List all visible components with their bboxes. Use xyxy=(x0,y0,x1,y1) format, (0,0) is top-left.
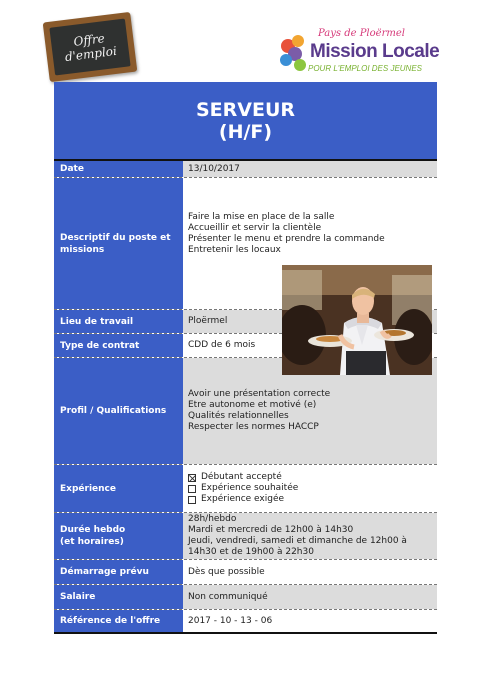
waiter-illustration xyxy=(282,265,432,375)
value-reference: 2017 - 10 - 13 - 06 xyxy=(183,610,437,632)
job-title-gender: (H/F) xyxy=(218,120,273,143)
profil-line: Qualités relationnelles xyxy=(188,411,289,421)
checkbox-empty-icon[interactable] xyxy=(188,496,196,504)
offre-emploi-badge xyxy=(43,12,138,82)
label-experience: Expérience xyxy=(54,465,183,512)
label-date: Date xyxy=(54,161,183,177)
duree-line: Jeudi, vendredi, samedi et dimanche de 12h00 à xyxy=(188,536,407,546)
badge-line-2: d'emploi xyxy=(64,43,118,65)
profil-line: Respecter les normes HACCP xyxy=(188,422,319,432)
value-lieu: Ploërmel xyxy=(183,310,437,333)
duree-line: Mardi et mercredi de 12h00 à 14h30 xyxy=(188,525,354,535)
row-date xyxy=(54,159,437,178)
label-contrat: Type de contrat xyxy=(54,334,183,357)
label-salaire: Salaire xyxy=(54,585,183,609)
label-demarrage: Démarrage prévu xyxy=(54,560,183,584)
value-demarrage: Dès que possible xyxy=(183,560,437,584)
value-experience xyxy=(183,465,437,512)
descriptif-line: Accueillir et servir la clientèle xyxy=(188,223,322,233)
experience-option-exigee[interactable] xyxy=(188,494,432,505)
mission-locale-logo xyxy=(278,28,448,78)
logo-name: Mission Locale xyxy=(310,41,440,62)
waiter-photo xyxy=(282,265,432,375)
profil-line: Avoir une présentation correcte xyxy=(188,389,331,399)
duree-line: 14h30 et de 19h00 à 22h30 xyxy=(188,547,314,557)
descriptif-line: Présenter le menu et prendre la commande xyxy=(188,234,385,244)
label-duree-line-1: Durée hebdo xyxy=(60,525,126,535)
experience-option-debutant[interactable] xyxy=(188,472,432,483)
label-duree-line-2: (et horaires) xyxy=(60,537,124,547)
label-profil: Profil / Qualifications xyxy=(54,358,183,464)
descriptif-line: Faire la mise en place de la salle xyxy=(188,212,335,222)
job-title-block xyxy=(54,82,437,159)
duree-line: 28h/hebdo xyxy=(188,514,237,524)
row-duree xyxy=(54,513,437,560)
label-reference: Référence de l'offre xyxy=(54,610,183,632)
row-salaire xyxy=(54,585,437,610)
label-duree xyxy=(54,513,183,559)
experience-option-souhaitee[interactable] xyxy=(188,483,432,494)
experience-option-label: Expérience souhaitée xyxy=(201,483,299,493)
checkbox-checked-icon[interactable] xyxy=(188,474,196,482)
row-experience xyxy=(54,465,437,513)
label-descriptif: Descriptif du poste et missions xyxy=(54,178,183,309)
value-salaire: Non communiqué xyxy=(183,585,437,609)
row-demarrage xyxy=(54,560,437,585)
badge-line-1: Offre xyxy=(72,31,106,49)
logo-tagline: POUR L'EMPLOI DES JEUNES xyxy=(308,64,422,73)
value-duree xyxy=(183,513,437,559)
row-reference xyxy=(54,610,437,634)
logo-region: Pays de Ploërmel xyxy=(318,28,405,39)
checkbox-empty-icon[interactable] xyxy=(188,485,196,493)
descriptif-line: Entretenir les locaux xyxy=(188,245,281,255)
value-date: 13/10/2017 xyxy=(183,161,437,177)
profil-line: Etre autonome et motivé (e) xyxy=(188,400,317,410)
experience-option-label: Expérience exigée xyxy=(201,494,285,504)
label-lieu: Lieu de travail xyxy=(54,310,183,333)
experience-option-label: Débutant accepté xyxy=(201,472,282,482)
job-title: SERVEUR xyxy=(195,98,296,121)
value-contrat: CDD de 6 mois xyxy=(183,334,437,357)
